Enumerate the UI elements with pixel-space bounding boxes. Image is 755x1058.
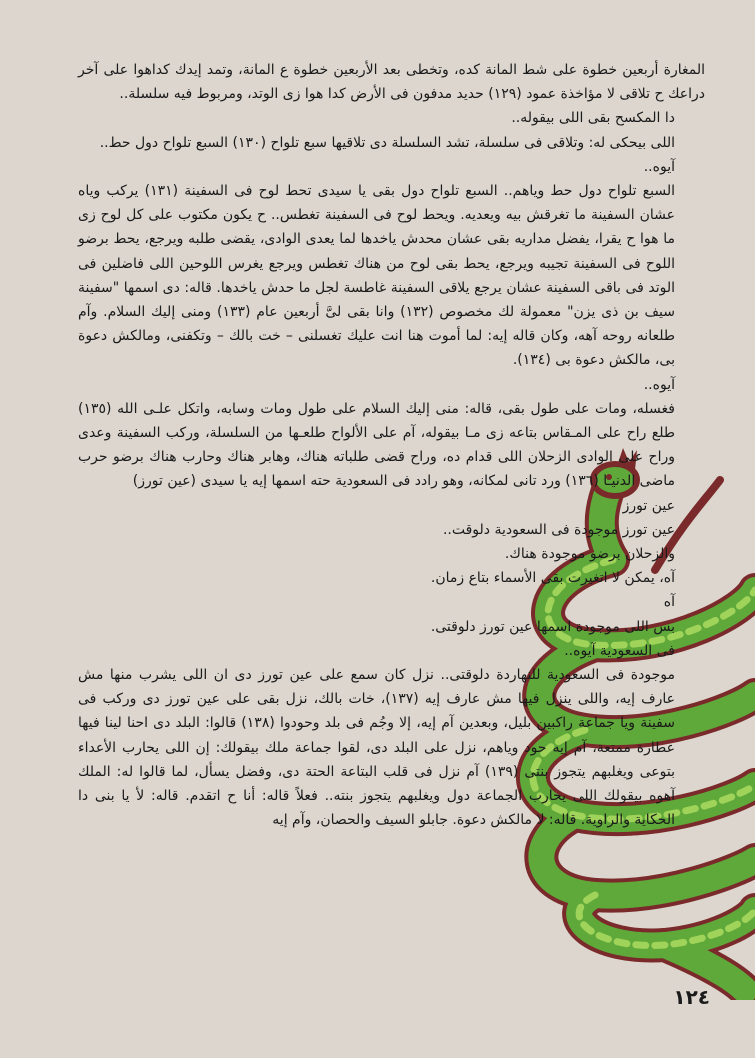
- dialog-line: آه، يمكن لا اتغيرت بقى الأسماء بتاع زمان.: [430, 570, 675, 587]
- body-text: [78, 58, 705, 833]
- paragraph: المغارة أربعين خطوة على شط المانة كده، وتخطى بعد الأربعين خطوة ع المانة، وتمد إيدك كداهوا على آخر دراعك ح تلاقى لا مؤاخذة عمود (١٢٩) حديد مدفون فى الأرض كدا هوا زى الوتد، ومربوط فيه سلسلة..: [78, 62, 705, 103]
- dialog-line: آيوه..: [643, 376, 675, 393]
- paragraph: دا المكسح بقى اللى بيقوله..: [511, 110, 675, 127]
- paragraph: موجودة فى السعودية للنهاردة دلوقتى.. نزل كان سمع على عين تورز دى ان اللى يشرب منها مش عارف إيه، واللى ينزل فيها مش عارف إيه (١٣٧)، خات بالك، نزل بقى على عين تورز دى وركب فى سفينة ويا جماعة راكبين بليل، وبعدين آم إيه، إلا وجُم فى بلد وحودوا (١٣٨) قالوا: البلد دى احنا لينا فيها عطارة ممتعة، آم إيه حود وياهم، نزل على البلد دى، لقوا جماعة ملك بيقولك: إن اللى يحارب الأعداء بتوعى ويغلبهم يتجوز بنتى (١٣٩) آم نزل فى قلب البتاعة الحتة دى، وفضل يسأل، لما قالوا له: الملك آهوه بيقولك اللى يحارب الجماعة دول ويغلبهم يتجوز بنته.. فعلاً قاله: أنا ح اتقدم. قاله: لأ يا بنى دا الحكاية والراوية. قاله: لا مالكش دعوة. جابلو السيف والحصان، وآم إيه: [78, 667, 675, 829]
- paragraph: اللى بيحكى له: وتلاقى فى سلسلة، تشد السلسلة دى تلاقيها سبع تلواح (١٣٠) السبع تلواح دول حط..: [99, 134, 675, 151]
- dialog-line: والزحلان برضو موجودة هناك.: [504, 546, 675, 563]
- dialog-line: بس اللى موجودة اسمها عين تورز دلوقتى.: [430, 618, 675, 635]
- dialog-line: آه: [663, 594, 675, 611]
- paragraph: فغسله، ومات على طول بقى، قاله: منى إليك السلام على طول ومات وسابه، واتكل علـى الله (١٣٥) طلع راح على المـقاس بتاعه زى مـا بيقوله، آم على الألواح طلعـها من السلسلة، وركب السفينة وعدى وراح على الوادى الزحلان اللى قدام ده، وراح قضى طلباته هناك، وهابر هناك وحارب هناك برضو حرب ماضى الدنيـا (١٣٦) ورد تانى لمكانه، وهو رادد فى السعودية حته اسمها إيه يا سيدى (عين تورز): [78, 400, 675, 490]
- dialog-line: عين تورز: [622, 497, 675, 514]
- dialog-line: عين تورز موجودة فى السعودية دلوقت..: [442, 521, 675, 538]
- page-number: ١٢٤: [673, 985, 710, 1009]
- dialog-line: آيوه..: [643, 158, 675, 175]
- dialog-line: فى السعودية آيوه..: [564, 642, 675, 659]
- paragraph: السبع تلواح دول حط وياهم.. السبع تلواح دول بقى يا سيدى تحط لوح فى السفينة (١٣١) يركب وياه عشان السفينة ما تغرقش بيه ويعديه. ويحط لوح فى السفينة تغطس.. ح يكون مكتوب على كل لوح زى ما هوا ح يقرا، يفضل مداريه بقى عشان محدش ياخدها لما يعدى الوادى، يقضى طلبه ويرجع، يحط برضو اللوح فى السفينة تجيبه ويرجع، يحط بقى لوح من هناك تغطس ويرجع يغرس اللوحين اللى فاضلين فى الوتد فى باقى السفينة عشان يرجع يلاقى السفينة غاطسة لجل ما حدش ياخدها. قاله: دى اسمها "سفينة سيف بن ذى يزن" معمولة لك مخصوص (١٣٢) وانا بقى لىَّ أربعين عام (١٣٣) ومنى إليك السلام. وآم طلعانه روحه آهه، وكان قاله إيه: لما أموت هنا انت عليك تغسلنى – خت بالك – وتكفنى، ومالكش دعوة بى، مالكش دعوة بى (١٣٤).: [78, 183, 675, 369]
